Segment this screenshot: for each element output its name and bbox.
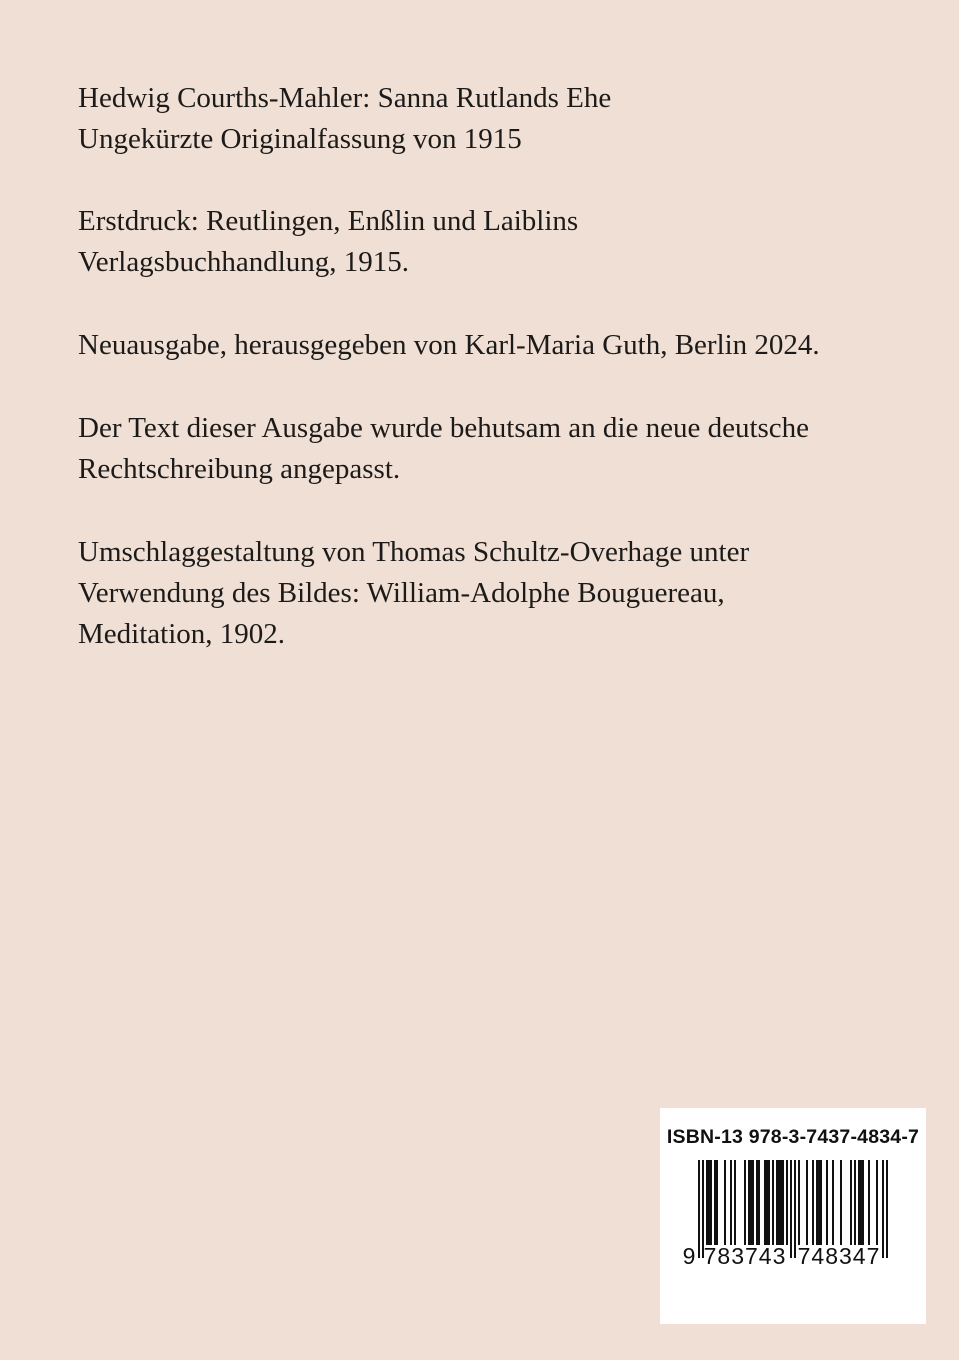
barcode-bar	[812, 1160, 814, 1245]
new-edition-paragraph	[78, 325, 898, 366]
barcode-bar	[776, 1160, 778, 1245]
barcode-bar	[816, 1160, 818, 1245]
barcode-bar	[730, 1160, 732, 1245]
barcode-guard-bar	[698, 1160, 700, 1258]
cover-credit-line-3: Meditation, 1902.	[78, 618, 286, 650]
orthography-line-1: Der Text dieser Ausgabe wurde behutsam an die neue deutsche	[78, 412, 810, 444]
barcode-bar	[778, 1160, 780, 1245]
cover-credit-line-2: Verwendung des Bildes: William-Adolphe Bouguereau,	[78, 577, 725, 609]
barcode-bar	[764, 1160, 766, 1245]
barcode-box	[660, 1108, 926, 1324]
barcode-bar	[860, 1160, 862, 1245]
barcode-bar	[876, 1160, 878, 1245]
barcode-bar	[818, 1160, 820, 1245]
barcode-guard-bar	[794, 1160, 796, 1258]
barcode-bar	[714, 1160, 716, 1245]
first-print-line-2: Verlagsbuchhandlung, 1915.	[78, 246, 410, 278]
cover-credit-paragraph	[78, 532, 898, 655]
barcode-guard-bar	[790, 1160, 792, 1258]
barcode-bar	[840, 1160, 842, 1245]
orthography-paragraph	[78, 408, 898, 490]
new-edition-line: Neuausgabe, herausgegeben von Karl-Maria Guth, Berlin 2024.	[78, 329, 820, 361]
barcode-bar	[748, 1160, 750, 1245]
first-print-line-1: Erstdruck: Reutlingen, Enßlin und Laiblins	[78, 205, 579, 237]
barcode-bar	[854, 1160, 856, 1245]
barcode-bar	[782, 1160, 784, 1245]
title-paragraph	[78, 78, 898, 160]
barcode-bar	[708, 1160, 710, 1245]
barcode-bar	[758, 1160, 760, 1245]
first-print-paragraph	[78, 201, 898, 283]
barcode-bar	[724, 1160, 726, 1245]
barcode-bar	[710, 1160, 712, 1245]
barcode-bar	[756, 1160, 758, 1245]
barcode-bar	[832, 1160, 834, 1245]
barcode-guard-bar	[882, 1160, 884, 1258]
cover-credit-line-1: Umschlaggestaltung von Thomas Schultz-Overhage unter	[78, 536, 750, 568]
barcode-bar	[826, 1160, 828, 1245]
barcode-bar	[766, 1160, 768, 1245]
barcode-bar	[750, 1160, 752, 1245]
barcode-bar	[868, 1160, 870, 1245]
barcode-bar	[798, 1160, 800, 1245]
barcode-right-digits: 748347	[797, 1243, 881, 1269]
barcode-bar	[752, 1160, 754, 1245]
title-line: Hedwig Courths-Mahler: Sanna Rutlands Ehe	[78, 82, 612, 114]
barcode-bar	[768, 1160, 770, 1245]
barcode-bar	[850, 1160, 852, 1245]
barcode-bar	[716, 1160, 718, 1245]
isbn-label: ISBN-13 978-3-7437-4834-7	[666, 1126, 920, 1148]
barcode-bar	[786, 1160, 788, 1245]
barcode-bar	[862, 1160, 864, 1245]
edition-line: Ungekürzte Originalfassung von 1915	[78, 123, 522, 155]
barcode-left-digits: 783743	[703, 1243, 787, 1269]
ean13-barcode	[660, 1108, 926, 1324]
barcode-bar	[744, 1160, 746, 1245]
barcode-bar	[858, 1160, 860, 1245]
barcode-bar	[806, 1160, 808, 1245]
barcode-bar	[734, 1160, 736, 1245]
barcode-guard-bar	[886, 1160, 888, 1258]
barcode-bar	[772, 1160, 774, 1245]
orthography-line-2: Rechtschreibung angepasst.	[78, 453, 401, 485]
barcode-bar	[820, 1160, 822, 1245]
barcode-first-digit: 9	[682, 1243, 696, 1269]
barcode-bar	[706, 1160, 708, 1245]
barcode-bar	[780, 1160, 782, 1245]
